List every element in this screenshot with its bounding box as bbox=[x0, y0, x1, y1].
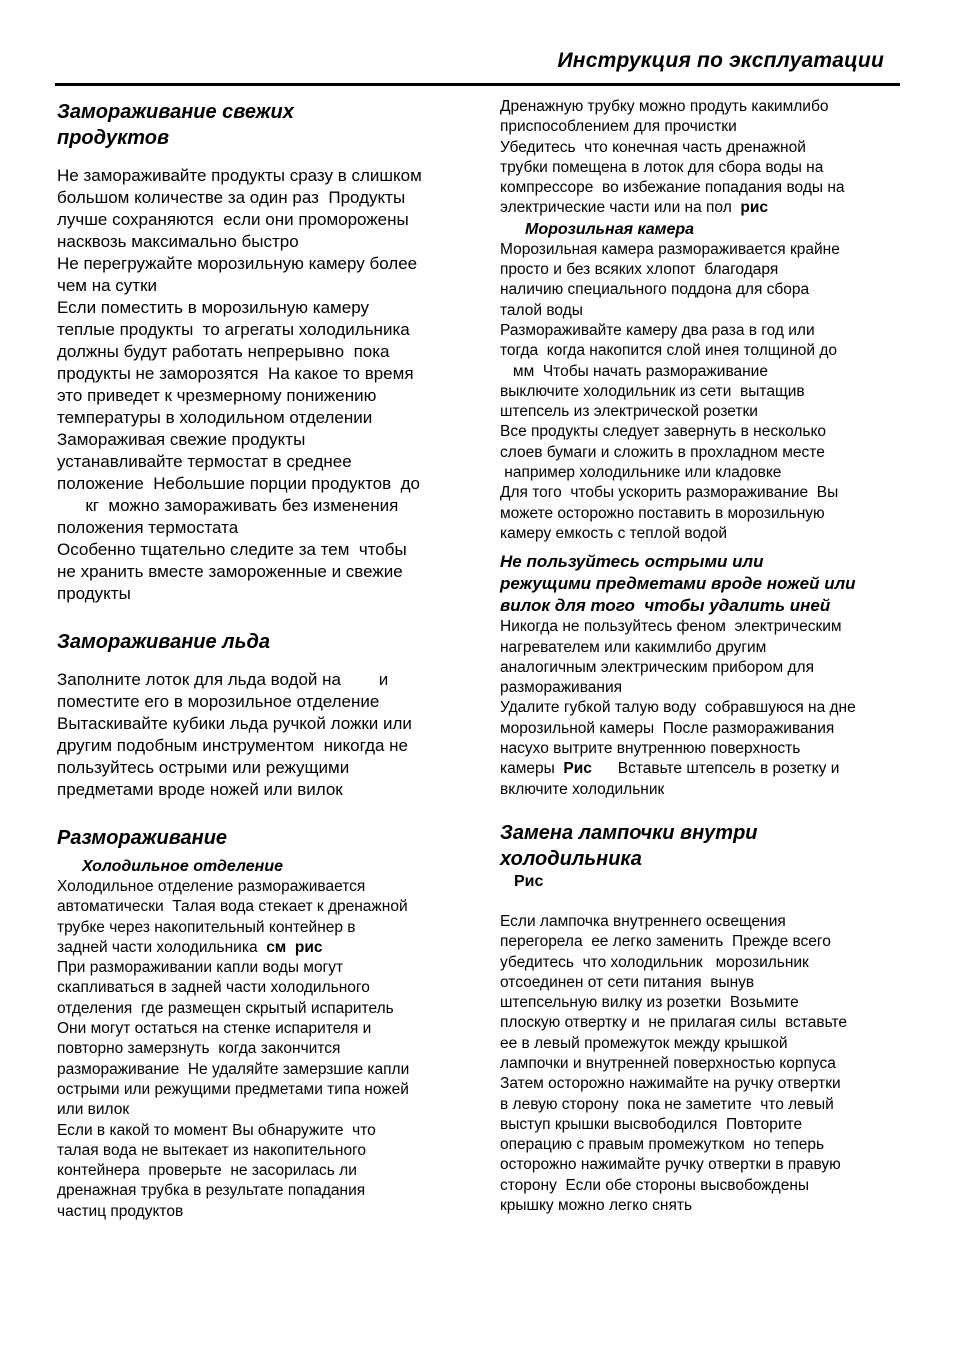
text-line: насухо вытрите внутреннюю поверхность bbox=[500, 740, 801, 758]
text-line: автоматически Талая вода стекает к дренажной bbox=[57, 898, 408, 916]
text-line: дренажная трубка в результате попадания bbox=[57, 1182, 366, 1200]
heading-line: Не пользуйтесь острыми или bbox=[500, 552, 764, 572]
text-line: выключите холодильник из сети вытащив bbox=[500, 382, 805, 400]
heading-lamp bbox=[500, 820, 900, 872]
text-line: Морозильная камера размораживается крайне bbox=[500, 240, 840, 258]
text-line: предметами вроде ножей или вилок bbox=[57, 780, 343, 799]
text-line: это приведет к чрезмерному понижению bbox=[57, 386, 377, 405]
text-line: Если лампочка внутреннего освещения bbox=[500, 912, 786, 930]
figure-reference: Рис bbox=[563, 760, 592, 778]
text-line: кг можно замораживать без изменения bbox=[57, 496, 399, 515]
text-line: Если в какой то момент Вы обнаружите что bbox=[57, 1121, 376, 1139]
text-line: приспособлением для прочистки bbox=[500, 118, 737, 136]
text-line: насквозь максимально быстро bbox=[57, 232, 299, 251]
heading-line: продуктов bbox=[57, 127, 170, 149]
text-line: Они могут остаться на стенке испарителя и bbox=[57, 1020, 372, 1038]
text-line: продукты bbox=[57, 584, 131, 603]
text-line: штепсель из электрической розетки bbox=[500, 403, 758, 421]
text-freeze-ice bbox=[57, 669, 462, 801]
text-block bbox=[500, 97, 900, 198]
text-line: трубке через накопительный контейнер в bbox=[57, 918, 356, 936]
text-line: повторно замерзнуть когда закончится bbox=[57, 1040, 341, 1058]
text-warning bbox=[500, 617, 900, 800]
text-line: Холодильное отделение размораживается bbox=[57, 878, 366, 895]
text-line: продукты не заморозятся На какое то время bbox=[57, 364, 414, 383]
heading-line: холодильника bbox=[500, 847, 642, 870]
ref-text: электрические части или на пол bbox=[500, 199, 741, 217]
text-line: лампочки и внутренней поверхностью корпуса bbox=[500, 1054, 836, 1072]
text-line: размораживания bbox=[500, 679, 623, 697]
text-line: или вилок bbox=[57, 1101, 130, 1119]
text-line: мм Чтобы начать размораживание bbox=[500, 362, 768, 380]
text-line: наличию специального поддона для сбора bbox=[500, 281, 810, 299]
text-drain-tube bbox=[500, 97, 900, 219]
text-line: пользуйтесь острыми или режущими bbox=[57, 758, 350, 777]
text-line: выступ крышки высвободился Повторите bbox=[500, 1115, 803, 1133]
left-column bbox=[57, 97, 462, 1222]
heading-defrost: Размораживание bbox=[57, 827, 228, 849]
text-line: например холодильнике или кладовке bbox=[500, 464, 782, 482]
text-line: Все продукты следует завернуть в несколько bbox=[500, 423, 827, 441]
text-line: лучше сохраняются если они проморожены bbox=[57, 210, 409, 229]
text-line: камеру емкость с теплой водой bbox=[500, 524, 728, 542]
text-line: талой воды bbox=[500, 301, 583, 319]
text-line: Затем осторожно нажимайте на ручку отвертки bbox=[500, 1075, 841, 1093]
text-line: Если поместить в морозильную камеру bbox=[57, 298, 369, 317]
text-line: Никогда не пользуйтесь феном электрическим bbox=[500, 618, 842, 636]
subheading-freezer: Морозильная камера bbox=[525, 220, 695, 238]
text-line: нагревателем или какимлибо другим bbox=[500, 638, 767, 656]
text-line: включите холодильник bbox=[500, 780, 665, 798]
text-block bbox=[57, 877, 462, 938]
text-line: трубки помещена в лоток для сбора воды на bbox=[500, 158, 824, 176]
text-line: Дренажную трубку можно продуть какимлибо bbox=[500, 98, 829, 115]
text-line: частиц продуктов bbox=[57, 1202, 184, 1220]
page-header-title: Инструкция по эксплуатации bbox=[557, 49, 884, 72]
text-line: чем на сутки bbox=[57, 276, 158, 295]
text-line: Удалите губкой талую воду собравшуюся на дне bbox=[500, 699, 856, 717]
text-line: плоскую отвертку и не прилагая силы вставьте bbox=[500, 1014, 848, 1032]
text-line: компрессоре во избежание попадания воды на bbox=[500, 179, 845, 197]
figure-reference: рис bbox=[740, 199, 768, 217]
text-line: крышку можно легко снять bbox=[500, 1197, 693, 1215]
subheading-fridge-compartment: Холодильное отделение bbox=[82, 858, 283, 875]
text-line: тогда когда накопится слой инея толщиной до bbox=[500, 342, 838, 360]
text-line: талая вода не вытекает из накопительного bbox=[57, 1141, 367, 1159]
text-line: скапливаться в задней части холодильного bbox=[57, 979, 370, 997]
text-line: отсоединен от сети питания вынув bbox=[500, 973, 755, 991]
figure-ref-line bbox=[500, 198, 900, 218]
text-line: Для того чтобы ускорить размораживание Вы bbox=[500, 484, 839, 502]
text-line: размораживание Не удаляйте замерзшие капли bbox=[57, 1060, 410, 1078]
ref-text: камеры bbox=[500, 760, 564, 778]
heading-line: Замена лампочки внутри bbox=[500, 821, 758, 844]
text-line: операцию с правым промежутком но теперь bbox=[500, 1136, 825, 1154]
text-freeze-fresh bbox=[57, 165, 462, 605]
header-rule bbox=[55, 83, 900, 86]
heading-line: вилок для того чтобы удалить иней bbox=[500, 596, 831, 616]
ref-text: задней части холодильника bbox=[57, 938, 267, 956]
text-line: не хранить вместе замороженные и свежие bbox=[57, 562, 403, 581]
text-line: можете осторожно поставить в морозильную bbox=[500, 504, 825, 522]
text-line: большом количестве за один раз Продукты bbox=[57, 188, 406, 207]
text-line: просто и без всяких хлопот благодаря bbox=[500, 261, 779, 279]
text-line: штепсельную вилку из розетки Возьмите bbox=[500, 994, 799, 1012]
text-defrost-fridge bbox=[57, 877, 462, 1222]
text-line: Размораживайте камеру два раза в год или bbox=[500, 321, 815, 339]
text-line: температуры в холодильном отделении bbox=[57, 408, 373, 427]
text-line: должны будут работать непрерывно пока bbox=[57, 342, 390, 361]
ref-text: Вставьте штепсель в розетку и bbox=[591, 760, 840, 778]
text-line: Особенно тщательно следите за тем чтобы bbox=[57, 540, 407, 559]
heading-line: режущими предметами вроде ножей или bbox=[500, 574, 856, 594]
text-line: слоев бумаги и сложить в прохладном месте bbox=[500, 443, 825, 461]
heading-freeze-fresh bbox=[57, 99, 462, 151]
text-line: положения термостата bbox=[57, 518, 239, 537]
text-line: поместите его в морозильное отделение bbox=[57, 692, 380, 711]
heading-line: Замораживание свежих bbox=[57, 101, 294, 123]
figure-ref-line bbox=[57, 938, 462, 958]
text-line: теплые продукты то агрегаты холодильника bbox=[57, 320, 410, 339]
heading-freeze-ice: Замораживание льда bbox=[57, 631, 270, 653]
text-line: убедитесь что холодильник морозильник bbox=[500, 953, 809, 971]
text-line: сторону Если обе стороны высвобождены bbox=[500, 1176, 810, 1194]
text-line: положение Небольшие порции продуктов до bbox=[57, 474, 420, 493]
text-lamp bbox=[500, 912, 900, 1216]
text-line: При размораживании капли воды могут bbox=[57, 959, 344, 977]
warning-heading bbox=[500, 551, 900, 617]
text-line: Замораживая свежие продукты bbox=[57, 430, 306, 449]
right-column bbox=[500, 97, 900, 1216]
text-line: Заполните лоток для льда водой на и bbox=[57, 670, 389, 689]
text-line: Не перегружайте морозильную камеру более bbox=[57, 254, 418, 273]
text-line: морозильной камеры После размораживания bbox=[500, 719, 835, 737]
text-freezer bbox=[500, 240, 900, 544]
text-line: в левую сторону пока не заметите что левый bbox=[500, 1095, 834, 1113]
figure-reference: см рис bbox=[266, 938, 323, 956]
text-line: перегорела ее легко заменить Прежде всего bbox=[500, 933, 831, 951]
figure-reference: Рис bbox=[514, 872, 544, 890]
figure-ref-line bbox=[500, 759, 900, 779]
text-line: устанавливайте термостат в среднее bbox=[57, 452, 352, 471]
text-block bbox=[500, 617, 900, 759]
text-line: Убедитесь что конечная часть дренажной bbox=[500, 138, 806, 156]
text-line: осторожно нажимайте ручку отвертки в правую bbox=[500, 1156, 841, 1174]
text-line: Вытаскивайте кубики льда ручкой ложки или bbox=[57, 714, 412, 733]
text-line: другим подобным инструментом никогда не bbox=[57, 736, 409, 755]
text-line: Не замораживайте продукты сразу в слишком bbox=[57, 166, 422, 185]
text-line: контейнера проверьте не засорилась ли bbox=[57, 1162, 357, 1180]
text-line: аналогичным электрическим прибором для bbox=[500, 658, 814, 676]
text-line: острыми или режущими предметами типа ножей bbox=[57, 1080, 409, 1098]
text-line: отделения где размещен скрытый испаритель bbox=[57, 999, 394, 1017]
text-line: ее в левый промежуток между крышкой bbox=[500, 1034, 788, 1052]
text-block bbox=[57, 958, 462, 1222]
